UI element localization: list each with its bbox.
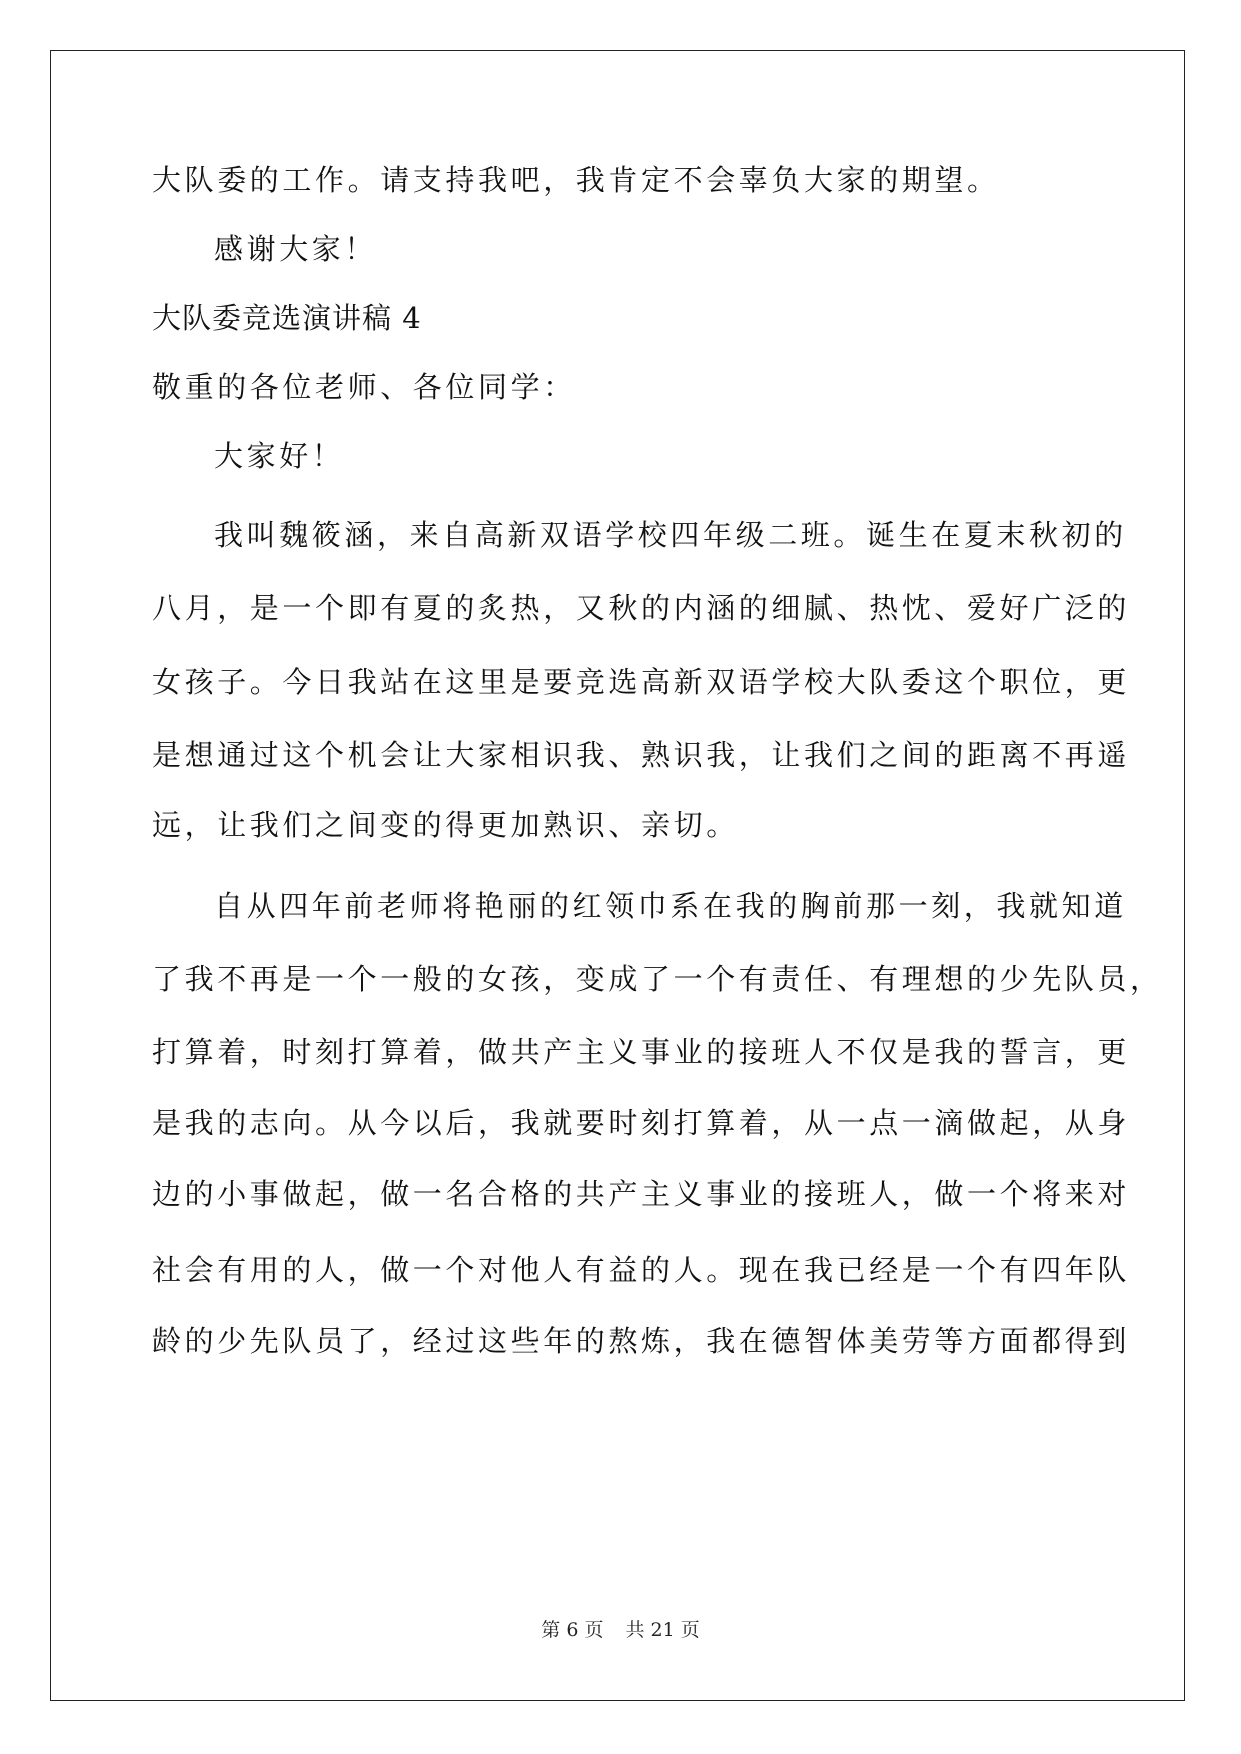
greeting-line: 大家好！ xyxy=(214,439,345,473)
paragraph-line: 大队委的工作。请支持我吧，我肯定不会辜负大家的期望。 xyxy=(152,163,1000,197)
closing-line: 感谢大家！ xyxy=(214,232,378,266)
paragraph-line: 龄的少先队员了，经过这些年的熬炼，我在德智体美劳等方面都得到 xyxy=(152,1324,1131,1358)
paragraph-line: 是想通过这个机会让大家相识我、熟识我，让我们之间的距离不再遥 xyxy=(152,738,1131,772)
paragraph-line: 自从四年前老师将艳丽的红领巾系在我的胸前那一刻，我就知道 xyxy=(214,889,1127,923)
section-title: 大队委竞选演讲稿 4 xyxy=(152,301,422,335)
paragraph-line: 八月，是一个即有夏的炙热，又秋的内涵的细腻、热忱、爱好广泛的 xyxy=(152,591,1131,625)
paragraph-line: 社会有用的人，做一个对他人有益的人。现在我已经是一个有四年队 xyxy=(152,1253,1131,1287)
page-footer xyxy=(0,1618,1241,1642)
paragraph-line: 打算着，时刻打算着，做共产主义事业的接班人不仅是我的誓言，更 xyxy=(152,1035,1131,1069)
paragraph-line: 我叫魏筱涵，来自高新双语学校四年级二班。诞生在夏末秋初的 xyxy=(214,518,1127,552)
paragraph-line: 了我不再是一个一般的女孩，变成了一个有责任、有理想的少先队员， xyxy=(152,962,1163,996)
page-number: 第 6 页 xyxy=(541,1619,604,1641)
paragraph-line: 是我的志向。从今以后，我就要时刻打算着，从一点一滴做起，从身 xyxy=(152,1106,1131,1140)
salutation-line: 敬重的各位老师、各位同学： xyxy=(152,370,576,404)
paragraph-line: 女孩子。今日我站在这里是要竞选高新双语学校大队委这个职位，更 xyxy=(152,665,1131,699)
page-total: 共 21 页 xyxy=(625,1619,700,1641)
paragraph-line: 边的小事做起，做一名合格的共产主义事业的接班人，做一个将来对 xyxy=(152,1177,1131,1211)
paragraph-line: 远，让我们之间变的得更加熟识、亲切。 xyxy=(152,808,739,842)
